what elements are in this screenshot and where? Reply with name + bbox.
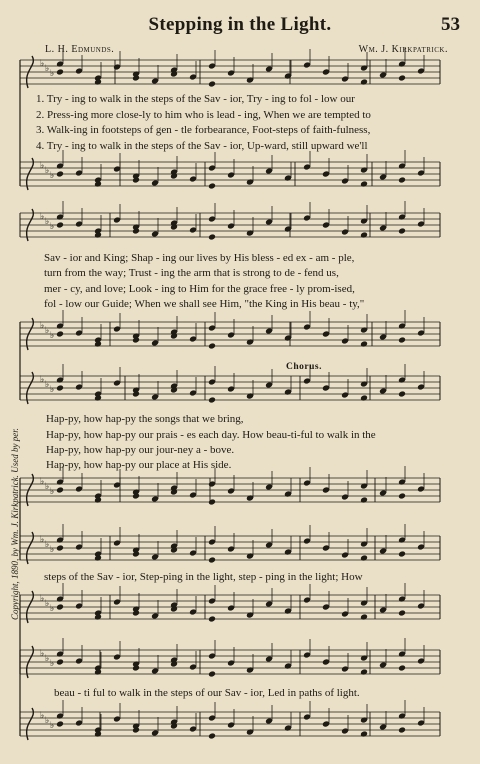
flat-icon: ♭ [45,326,50,336]
note-head [398,727,406,734]
flat-icon: ♭ [45,217,50,227]
note-head [56,385,64,392]
verse-line: Hap-py, how hap-py our prais - es each day. How beau-ti-ful to walk in the [46,429,376,441]
flat-icon: ♭ [40,59,45,69]
verse-line: mer - cy, and love; Look - ing to Him for the grace free - ly prom-ised, [44,283,355,295]
flat-icon: ♭ [45,599,50,609]
note-head [208,616,216,623]
flat-icon: ♭ [50,659,55,669]
flat-icon: ♭ [40,711,45,721]
flat-icon: ♭ [40,477,45,487]
flat-icon: ♭ [45,380,50,390]
flat-icon: ♭ [40,321,45,331]
note-head [56,222,64,229]
flat-icon: ♭ [40,212,45,222]
flat-icon: ♭ [50,721,55,731]
lyricist-credit: L. H. Edmunds. [45,44,115,55]
note-head [360,555,368,562]
verse-line: Sav - ior and King; Shap - ing our lives by His bless - ed ex - am - ple, [44,252,355,264]
note-head [398,610,406,617]
note-head [56,604,64,611]
note-head [56,545,64,552]
flat-icon: ♭ [40,375,45,385]
note-head [398,551,406,558]
verse-line: 1. Try - ing to walk in the steps of the Sav - ior, Try - ing to fol - low our [36,93,355,105]
note-head [208,557,216,564]
flat-icon: ♭ [40,161,45,171]
note-head [398,665,406,672]
chorus-line: beau - ti ful to walk in the steps of our Sav - ior, Led in paths of light. [54,687,360,699]
verse-line: Hap-py, how hap-py the songs that we bring, [46,413,244,425]
note-head [208,234,216,241]
note-head [56,659,64,666]
flat-icon: ♭ [45,654,50,664]
note-head [398,337,406,344]
flat-icon: ♭ [50,331,55,341]
note-head [360,669,368,676]
note-head [208,81,216,88]
chorus-label: Chorus. [286,362,322,372]
note-head [208,499,216,506]
verse-line: fol - low our Guide; When we shall see Him, "the King in His beau - ty," [44,298,365,310]
note-head [360,341,368,348]
verse-line: 2. Press-ing more close-ly to him who is lead - ing, When we are tempted to [36,109,371,121]
note-head [56,69,64,76]
chorus-line: steps of the Sav - ior, Step-ping in the light, step - ping in the light; How [44,571,363,583]
note-head [208,397,216,404]
flat-icon: ♭ [50,171,55,181]
verse-line: 4. Try - ing to walk in the steps of the Sav - ior, Up-ward, still upward we'll [36,140,368,152]
note-head [208,733,216,740]
note-head [56,487,64,494]
flat-icon: ♭ [50,385,55,395]
note-head [398,75,406,82]
note-head [360,395,368,402]
note-head [360,614,368,621]
note-head [360,181,368,188]
flat-icon: ♭ [50,69,55,79]
note-head [398,177,406,184]
flat-icon: ♭ [45,716,50,726]
flat-icon: ♭ [40,649,45,659]
hymn-title: Stepping in the Light. [148,14,332,35]
flat-icon: ♭ [45,482,50,492]
note-head [360,731,368,738]
note-head [398,493,406,500]
page-number: 53 [441,14,460,35]
flat-icon: ♭ [50,604,55,614]
flat-icon: ♭ [50,222,55,232]
flat-icon: ♭ [50,545,55,555]
note-head [56,171,64,178]
note-head [360,497,368,504]
note-head [208,671,216,678]
verse-line: 3. Walk-ing in footsteps of gen - tle forbearance, Foot-steps of faith-fulness, [36,124,371,136]
note-head [360,79,368,86]
copyright-notice: Copyright, 1890, by Wm. J. Kirkpatrick. Used by per. [10,428,20,620]
verse-line: turn from the way; Trust - ing the arm that is strong to de - fend us, [44,267,339,279]
verse-line: Hap-py, how hap-py our place at His side. [46,459,232,471]
flat-icon: ♭ [40,535,45,545]
flat-icon: ♭ [45,64,50,74]
note-head [56,331,64,338]
flat-icon: ♭ [50,487,55,497]
note-head [208,183,216,190]
flat-icon: ♭ [45,540,50,550]
note-head [56,721,64,728]
note-head [208,343,216,350]
verse-line: Hap-py, how hap-py our jour-ney a - bove. [46,444,235,456]
flat-icon: ♭ [45,166,50,176]
note-head [398,391,406,398]
flat-icon: ♭ [40,594,45,604]
note-head [398,228,406,235]
note-head [360,232,368,239]
composer-credit: Wm. J. Kirkpatrick. [358,44,448,55]
